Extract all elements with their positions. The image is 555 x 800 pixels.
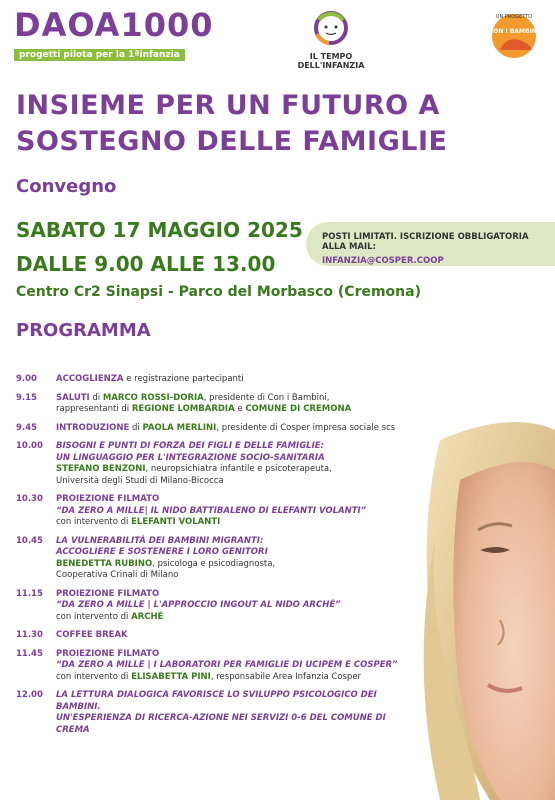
org-name: COMUNE DI CREMONA (245, 404, 352, 414)
programme-heading: PROGRAMMA (16, 320, 151, 341)
item-time: 11.30 (16, 630, 43, 640)
speaker-name: MARCO ROSSI-DORIA (102, 392, 204, 403)
logo-right-top: UN PROGETTO (495, 14, 533, 20)
item-title: SALUTI (56, 392, 90, 403)
face-icon (311, 10, 351, 46)
org-name: ELEFANTI VOLANTI (131, 517, 221, 527)
programme-item (16, 690, 416, 736)
event-subtitle: Convegno (16, 176, 117, 197)
logo-left-sub: progetti pilota per la 1ªinfanzia (14, 49, 185, 61)
header (0, 0, 555, 80)
item-text: , psicologa e psicodiagnosta, (152, 558, 276, 569)
item-time: 10.45 (16, 535, 43, 546)
daoa1000-logo (14, 8, 214, 61)
speaker-name: BENEDETTA RUBINO (56, 558, 153, 569)
item-title: UN'ESPERIENZA DI RICERCA-AZIONE NEI SERVIZI 0-6 DEL COMUNE DI CREMA (56, 713, 386, 735)
item-text: con intervento di (56, 611, 132, 622)
event-time: DALLE 9.00 ALLE 13.00 (16, 252, 276, 276)
org-name: REGIONE LOMBARDIA (131, 404, 235, 414)
item-time: 9.45 (16, 422, 37, 433)
speaker-name: PAOLA MERLINI (142, 422, 217, 433)
item-time: 9.00 (16, 374, 37, 384)
item-text: Università degli Studi di Milano-Bicocca (56, 475, 224, 486)
item-text: , presidente di Cosper impresa sociale scs (216, 422, 396, 433)
registration-box (306, 222, 555, 266)
item-text: Cooperativa Crinali di Milano (56, 570, 179, 580)
speaker-name: STEFANO BENZONI (56, 464, 146, 474)
logo-left-text: DAOA1000 (14, 6, 214, 44)
item-title: INTRODUZIONE (56, 422, 130, 433)
item-text: di (89, 392, 103, 403)
item-title: PROIEZIONE FILMATO (56, 588, 160, 599)
programme-item (16, 589, 416, 624)
event-date: SABATO 17 MAGGIO 2025 (16, 218, 303, 242)
logo-mid-label: IL TEMPO DELL'INFANZIA (297, 52, 365, 70)
woman-photo (400, 420, 555, 800)
item-title: PROIEZIONE FILMATO (56, 648, 160, 659)
item-text: , neuropsichiatra infantile e psicoterapeuta, (145, 464, 332, 474)
event-title: INSIEME PER UN FUTURO A SOSTEGNO DELLE FAMIGLIE (16, 90, 448, 157)
programme-item (16, 494, 416, 529)
tempo-infanzia-logo (296, 10, 366, 70)
item-title: ACCOGLIERE E SOSTENERE I LORO GENITORI (56, 547, 268, 557)
item-text: di (129, 422, 143, 433)
org-name: ARCHÈ (131, 611, 164, 622)
programme-item (16, 393, 416, 416)
speaker-name: ELISABETTA PINI (131, 671, 211, 682)
logo-right-text: CON I BAMBINI (488, 28, 540, 35)
item-time: 12.00 (16, 690, 43, 700)
item-text: e (234, 404, 246, 414)
programme-item (16, 441, 416, 487)
event-place: Centro Cr2 Sinapsi - Parco del Morbasco (Cremona) (16, 284, 421, 300)
programme-item (16, 423, 416, 435)
programme-item (16, 630, 416, 642)
con-i-bambini-logo (486, 6, 542, 62)
programme-item (16, 374, 416, 386)
item-time: 11.45 (16, 648, 43, 659)
item-title: PROIEZIONE FILMATO (56, 494, 160, 504)
item-text: rappresentanti di (56, 404, 132, 414)
item-title: COFFEE BREAK (56, 630, 128, 640)
film-title: “DA ZERO A MILLE | L'APPROCCIO INGOUT AL NIDO ARCHÈ” (56, 600, 341, 610)
registration-text: POSTI LIMITATI. ISCRIZIONE OBBLIGATORIA ALLA MAIL: (322, 232, 529, 252)
programme-item (16, 649, 416, 684)
item-title: BISOGNI E PUNTI DI FORZA DEI FIGLI E DELLE FAMIGLIE: (56, 441, 324, 451)
film-title: “DA ZERO A MILLE | I LABORATORI PER FAMIGLIE DI UCIPEM E COSPER” (56, 660, 398, 670)
programme-item (16, 536, 416, 582)
item-title: ACCOGLIENZA (56, 374, 124, 384)
item-text: , presidente di Con i Bambini, (203, 392, 330, 403)
item-time: 10.00 (16, 441, 43, 451)
film-title: “DA ZERO A MILLE| IL NIDO BATTIBALENO DI ELEFANTI VOLANTI” (56, 505, 367, 516)
item-text: , responsabile Area Infanzia Cosper (210, 671, 362, 682)
programme-list (16, 374, 416, 743)
item-title: LA LETTURA DIALOGICA FAVORISCE LO SVILUPPO PSICOLOGICO DEI BAMBINI. (56, 690, 377, 712)
item-time: 9.15 (16, 392, 37, 403)
item-title: UN LINGUAGGIO PER L'INTEGRAZIONE SOCIO-SANITARIA (56, 452, 325, 463)
item-title: LA VULNERABILITÀ DEI BAMBINI MIGRANTI: (56, 535, 264, 546)
item-time: 10.30 (16, 494, 43, 504)
item-text: con intervento di (56, 517, 132, 527)
item-text: e registrazione partecipanti (123, 374, 244, 384)
registration-email[interactable]: INFANZIA@COSPER.COOP (322, 256, 444, 266)
item-text: con intervento di (56, 671, 132, 682)
item-time: 11.15 (16, 588, 43, 599)
